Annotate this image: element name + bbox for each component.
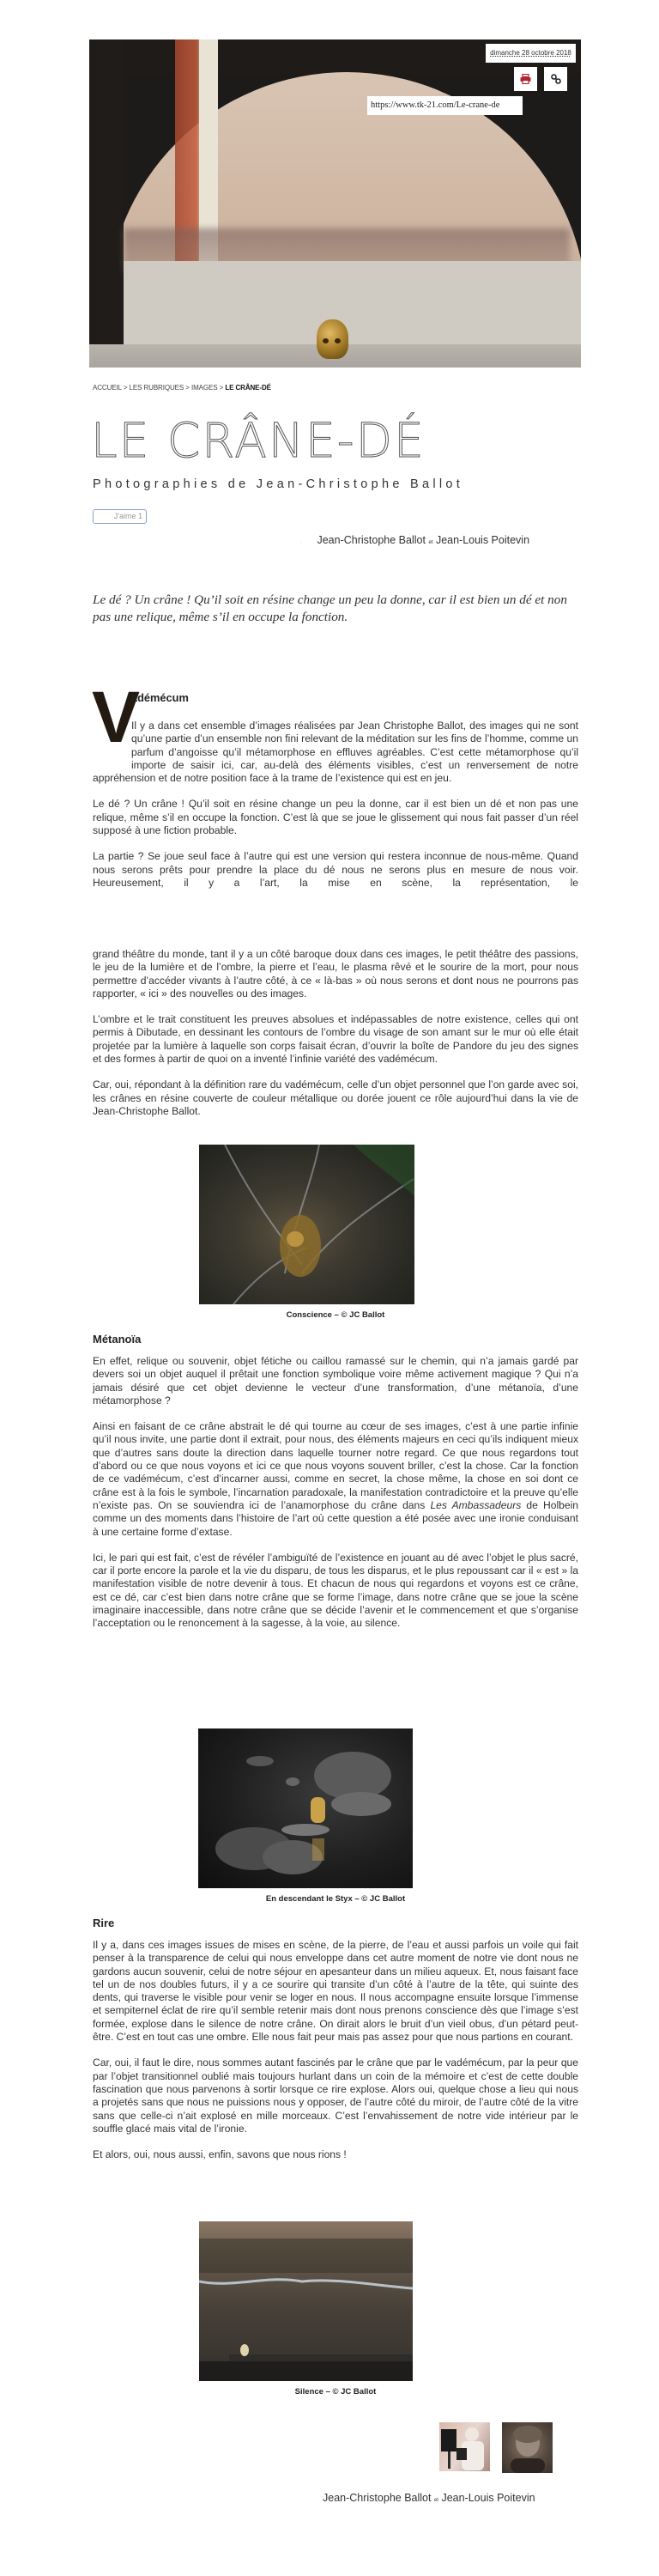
breadcrumb-item-rubriques[interactable]: LES RUBRIQUES: [129, 384, 184, 392]
permalink-button[interactable]: [544, 67, 567, 91]
photo-silence-art: [199, 2221, 413, 2381]
breadcrumb-item-images[interactable]: IMAGES: [190, 384, 218, 392]
figure-caption: En descendant le Styx – © JC Ballot: [265, 1894, 406, 1904]
paragraph: La partie ? Se joue seul face à l’autre qui est une version qui restera inconnue de nous-même. Quand nous serons prêts pour prendre la place du dé nous ne serons plus en mesure de nous voir. Heureusement, il y a l’art, la mise en scène, la représentation, le: [93, 850, 578, 889]
artwork-title: Les Ambassadeurs: [430, 1498, 522, 1511]
photo-styx-art: [198, 1728, 413, 1888]
section-rire: [93, 1939, 578, 2174]
paragraph: L’ombre et le trait constituent les preuves absolues et indépassables de notre existence, celles qui ont permis à Dibutade, en dessinant les contours de l’ombre du visage de son amant sur le mur où elle était projetée par la lumière à laquelle son corps faisait écran, d’ouvrir la boîte de Pandore du jeu des signes et des formes à partir de quoi on a inventé l’infinie variété des vadémécum.: [93, 1013, 578, 1066]
paragraph: En effet, relique ou souvenir, objet fétiche ou caillou ramassé sur le chemin, qui n’a jamais gardé par devers soi un objet auquel il prêtait une fonction symbolique voire même activement magique ? Qui n’a jamais désiré que cet objet devienne le vecteur d’une transformation, d’une métanoïa, d’une métamorphose ?: [93, 1355, 578, 1406]
link-icon: [551, 74, 561, 84]
photo-silence[interactable]: [199, 2221, 413, 2381]
paragraph-text: de Holbein comme un des moments dans l’histoire de l’art où cette question a été posée avec une ironie conduisant à une certaine forme d’extase.: [93, 1498, 578, 1538]
author-conjunction: et: [428, 540, 433, 545]
drop-cap: V: [92, 677, 141, 757]
hero-shadow-left: [89, 39, 124, 368]
paragraph: Ici, le pari qui est fait, c’est de révéler l’ambiguïté de l’existence en jouant au dé avec l’objet le plus sacré, car il porte encore la parole et la vie du disparu, de tous les disparus, et le plus repoussant car il « est » la manifestation visible de notre devenir à tous. Et chacun de nous qui regardons et voyons est ce crâne, est ce dé, car c’est bien dans notre crâne que se forme l’image, dans notre crâne que se joue la scène imaginaire inaccessible, dans notre crâne que se décide l’avenir et le commencement et que s’organise l’acceptation ou le renoncement à la sagesse, à la voie, au silence.: [93, 1551, 578, 1630]
paragraph: [93, 720, 578, 785]
paragraph: [93, 1420, 578, 1539]
page-subtitle: Photographies de Jean-Christophe Ballot: [93, 477, 464, 491]
photo-styx[interactable]: [198, 1728, 413, 1888]
paragraph: grand théâtre du monde, tant il y a un côté baroque doux dans ces images, le petit théâtre des passions, le jeu de la lumière et de l’ombre, la pierre et l’eau, le plasma rêvé et le sourire de la mort, pour nous permettre d’accéder vivants à l’autre côté, à ce « là-bas » où nous serons et dont nous ne pourrons pas rapporter, « ici » des nouvelles ou des images.: [93, 948, 578, 999]
breadcrumb-current: LE CRÂNE-DÉ: [225, 384, 271, 392]
author-link-ballot[interactable]: Jean-Christophe Ballot: [317, 534, 426, 546]
printer-icon: [520, 74, 531, 84]
figure-caption: Conscience – © JC Ballot: [286, 1310, 385, 1320]
author-link-ballot[interactable]: Jean-Christophe Ballot: [323, 2492, 432, 2504]
paragraph-text: Il y a dans cet ensemble d’images réalisées par Jean Christophe Ballot, des images qui ne sont qu’une partie d’un ensemble non fini relevant de la méditation sur les fins de l’homme, comme un parfum d’angoisse qu’il métamorphose en effluves agréables. C’est cette métamorphose qu’il importe de saisir ici, car, au-delà des éléments visibles, c’est un renversement de notre appréhension et de notre position face à la trame de l’existence qui est en jeu.: [93, 720, 578, 785]
section-heading-metanoia: Métanoïa: [93, 1333, 142, 1346]
section-metanoia: [93, 1355, 578, 1643]
paragraph: Et alors, oui, nous aussi, enfin, savons que nous rions !: [93, 2148, 347, 2161]
dropcap-spacer: [93, 720, 131, 759]
hero-image: [89, 39, 581, 368]
hero-golden-skull: [317, 319, 348, 359]
article-lead: Le dé ? Un crâne ! Qu’il soit en résine change un peu la donne, car il est bien un dé et non pas une relique, même s’il en occupe la fonction.: [93, 592, 567, 624]
page-title: LE CRÂNE-DÉ: [91, 413, 426, 468]
like-button[interactable]: J'aime 1: [93, 509, 147, 524]
paragraph: Car, oui, il faut le dire, nous sommes autant fascinés par le crâne que par le vadémécum, par la peur que par l’objet transitionnel oublié mais toujours hurlant dans un coin de la mémoire et c’est de cette double fascination que nous parvenons à sortir lorsque ce rire explose. Alors oui, quelque chose a lieu qui nous a projetés sans que nous ne puissions nous y opposer, de l’autre côté du miroir, de l’autre côté de la vitre sans que celle-ci n’ait explosé en mille morceaux. C’est l’envahissement de notre vide intérieur par le souffle glacé mais vital de l’ironie.: [93, 2057, 578, 2135]
footer-authors: [323, 2492, 535, 2504]
breadcrumb-separator: >: [185, 384, 190, 392]
section-heading-vademecum: adémécum: [131, 691, 189, 704]
paragraph: Il y a, dans ces images issues de mises en scène, de la pierre, de l’eau et aussi parfois un voile qui fait penser à la transparence de celui qui nous enveloppe dans cet autre moment de notre vie dont nous ne gardons aucun souvenir, celui de notre séjour en apesanteur dans un milieu aqueux. Et, nous faisant face tel un de nos doubles futurs, il y a ce sourire qui transite d’un côté à l’autre de la tête, qui suinte des dents, qui traverse le visible pour venir se loger en nous. Il nous accompagne ensuite lorsque l’immense et sempiternel éclat de rire qu’il semble retenir mais dont nous prenons conscience dès que l’image s’est formée, explose dans le silence de notre crâne. On dirait alors le bruit d’un vieil obus, d’un pétard peut-être. C’est en tout cas une ombre. Elle nous fait peur mais pas assez pour que nous partions en courant.: [93, 1939, 578, 2044]
photo-conscience[interactable]: [199, 1145, 414, 1304]
permalink-url-field[interactable]: https://www.tk-21.com/Le-crane-de: [367, 96, 523, 115]
photo-conscience-art: [199, 1145, 414, 1304]
author-photo-ballot[interactable]: [439, 2422, 490, 2471]
breadcrumb: [93, 384, 271, 392]
publication-date[interactable]: dimanche 28 octobre 2018: [486, 44, 576, 63]
section-vademecum-part2: [93, 948, 578, 1131]
hero-wall-base: [124, 261, 581, 347]
breadcrumb-item-accueil[interactable]: ACCUEIL: [93, 384, 122, 392]
section-heading-rire: Rire: [93, 1917, 115, 1929]
breadcrumb-separator: >: [123, 384, 128, 392]
hero-skull-eye: [323, 338, 329, 343]
article-authors: [300, 534, 529, 546]
paragraph: Le dé ? Un crâne ! Qu’il soit en résine change un peu la donne, car il est bien un dé et non pas une relique, même s’il en occupe la fonction. C’est là que se joue le glissement qui nous fait passer d’un réel supposé à une fiction probable.: [93, 798, 578, 837]
author-link-poitevin[interactable]: Jean-Louis Poitevin: [441, 2492, 535, 2504]
author-separator-dot: ·: [300, 540, 302, 545]
author-photo-poitevin-art: [502, 2422, 553, 2473]
author-photo-poitevin[interactable]: [502, 2422, 553, 2473]
paragraph-text: Ainsi en faisant de ce crâne abstrait le dé qui tourne au cœur de ses images, c’est à une partie infinie qu’il nous invite, une partie dont il extrait, pour nous, des éléments majeurs en ceci qu’ils indiquent mieux que d’autres sans doute la direction dans laquelle tourner notre regard. Ce que nous regardons tout d’abord ou ce que nous voyons et ici ce que nous voyons souvent briller, c’est la chose. Car la fonction de ce vadémécum, c’est d’incarner aussi, comme en secret, la chose même, la chose en soi dont ce crâne est à la fois le symbole, l’incarnation paradoxale, la manifestation contradictoire et la preuve qu’elle n’existe pas. On se souviendra ici de l’anamorphose du crâne dans: [93, 1420, 578, 1511]
breadcrumb-separator: >: [219, 384, 224, 392]
author-conjunction: et: [433, 2498, 438, 2503]
section-vademecum-part1: [93, 720, 578, 902]
figure-caption: Silence – © JC Ballot: [294, 2387, 377, 2397]
author-photo-ballot-art: [439, 2422, 490, 2471]
hero-skull-eye: [335, 338, 341, 343]
author-link-poitevin[interactable]: Jean-Louis Poitevin: [435, 534, 530, 546]
print-button[interactable]: [514, 67, 537, 91]
paragraph: Car, oui, répondant à la définition rare du vadémécum, celle d’un objet personnel que l’on garde avec soi, les crânes en résine couverte de couleur métallique ou dorée jouent ce rôle aujourd’hui dans la vie de Jean-Christophe Ballot.: [93, 1078, 578, 1117]
